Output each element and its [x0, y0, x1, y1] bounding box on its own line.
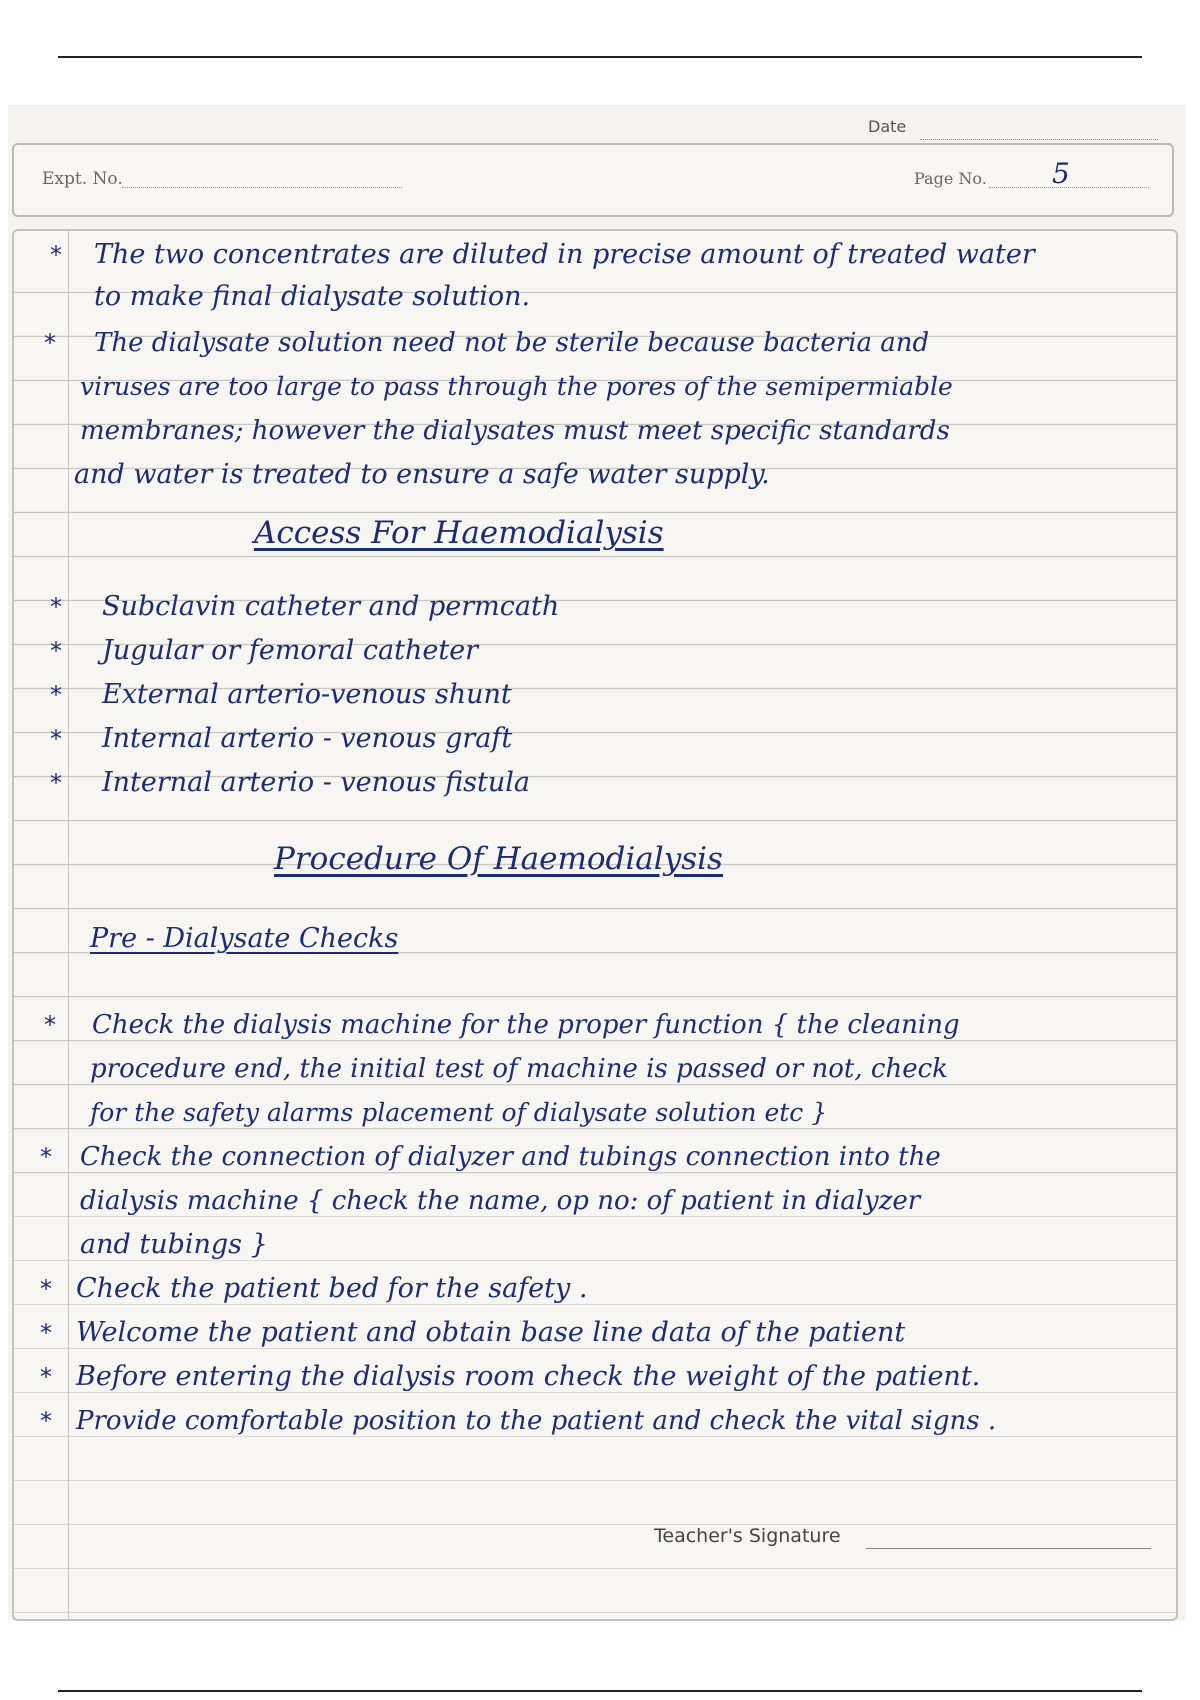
check-2-line-2: dialysis machine { check the name, op no: of patient in dialyzer: [80, 1186, 921, 1216]
bullet-icon: *: [44, 329, 56, 357]
intro-2-line-3: membranes; however the dialysates must meet specific standards: [80, 416, 950, 446]
bullet-icon: *: [50, 681, 62, 709]
access-item-3: External arterio-venous shunt: [102, 679, 512, 710]
bullet-icon: *: [44, 1011, 56, 1039]
check-5: Before entering the dialysis room check the weight of the patient.: [76, 1361, 981, 1392]
check-1-line-1: Check the dialysis machine for the proper function { the cleaning: [92, 1010, 960, 1040]
intro-2-line-1: The dialysate solution need not be sterile because bacteria and: [94, 328, 930, 358]
check-3: Check the patient bed for the safety .: [76, 1273, 588, 1304]
bullet-icon: *: [40, 1143, 52, 1171]
page-number: 5: [1052, 157, 1070, 190]
page-no-label: Page No.: [914, 169, 987, 188]
intro-1-line-1: The two concentrates are diluted in precise amount of treated water: [94, 239, 1035, 270]
bullet-icon: *: [40, 1319, 52, 1347]
date-label: Date: [868, 117, 907, 136]
bullet-icon: *: [50, 769, 62, 797]
date-line: [920, 139, 1158, 140]
check-1-line-2: procedure end, the initial test of machine is passed or not, check: [90, 1054, 948, 1084]
check-1-line-3: for the safety alarms placement of dialysate solution etc }: [90, 1098, 828, 1127]
notebook-page: [8, 105, 1186, 1620]
bottom-rule: [58, 1690, 1142, 1692]
top-rule: [58, 56, 1142, 58]
check-4: Welcome the patient and obtain base line data of the patient: [76, 1317, 906, 1348]
access-heading: Access For Haemodialysis: [254, 515, 664, 551]
check-2-line-3: and tubings }: [80, 1229, 268, 1260]
intro-2-line-4: and water is treated to ensure a safe water supply.: [74, 459, 770, 490]
bullet-icon: *: [40, 1275, 52, 1303]
intro-1-line-2: to make final dialysate solution.: [94, 281, 531, 312]
check-6: Provide comfortable position to the patient and check the vital signs .: [76, 1406, 997, 1436]
ruled-sheet: [12, 229, 1178, 1621]
teacher-signature-label: Teacher's Signature: [654, 1525, 841, 1547]
access-item-4: Internal arterio - venous graft: [102, 723, 513, 754]
intro-2-line-2: viruses are too large to pass through the pores of the semipermiable: [80, 372, 953, 401]
bullet-icon: *: [50, 241, 62, 269]
access-item-1: Subclavin catheter and permcath: [102, 591, 560, 622]
margin-line: [68, 231, 69, 1619]
date-field: [868, 117, 1168, 143]
access-item-5: Internal arterio - venous fistula: [102, 767, 530, 798]
bullet-icon: *: [40, 1363, 52, 1391]
expt-no-label: Expt. No.: [42, 169, 123, 189]
procedure-heading: Procedure Of Haemodialysis: [274, 841, 723, 877]
bullet-icon: *: [50, 725, 62, 753]
bullet-icon: *: [40, 1407, 52, 1435]
page-header-box: [12, 143, 1174, 217]
bullet-icon: *: [50, 637, 62, 665]
bullet-icon: *: [50, 593, 62, 621]
pre-dialysate-checks-heading: Pre - Dialysate Checks: [90, 923, 399, 954]
access-item-2: Jugular or femoral catheter: [102, 635, 479, 666]
signature-line: [866, 1548, 1151, 1549]
check-2-line-1: Check the connection of dialyzer and tubings connection into the: [80, 1142, 941, 1172]
expt-no-line: [122, 187, 402, 188]
